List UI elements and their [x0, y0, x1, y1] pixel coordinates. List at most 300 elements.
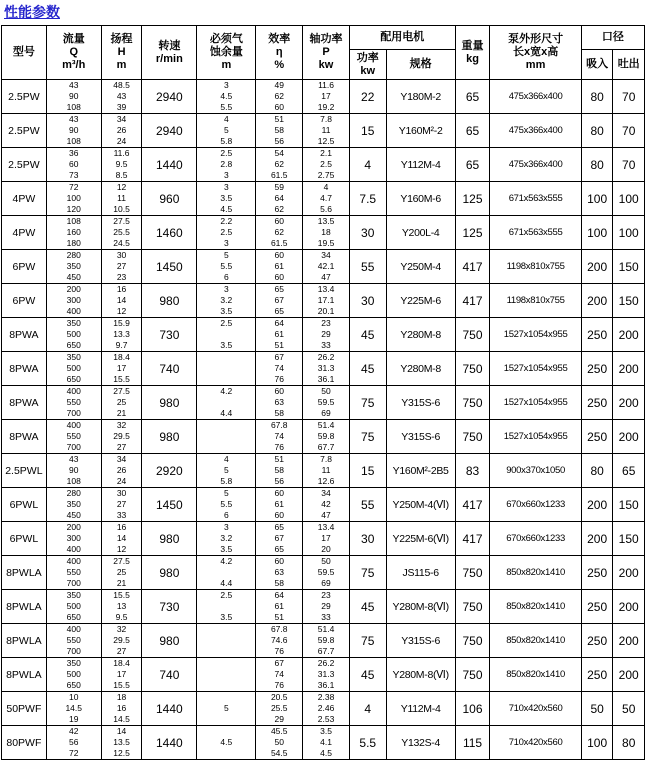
suction-cell: 250 [581, 386, 613, 420]
table-row [2, 590, 645, 624]
dimensions-cell: 1527x1054x955 [490, 318, 582, 352]
value-line: 4.5 [220, 91, 233, 101]
value-line: 3 [223, 80, 229, 90]
shaft-power-cell [303, 318, 350, 352]
value-line: 65 [274, 544, 284, 554]
value-line: 62 [274, 159, 284, 169]
motor-power-cell: 75 [349, 386, 386, 420]
dimensions-cell: 1527x1054x955 [490, 352, 582, 386]
suction-cell: 250 [581, 420, 613, 454]
value-line: 47 [321, 510, 331, 520]
efficiency-cell [256, 420, 303, 454]
efficiency-cell [256, 556, 303, 590]
suction-cell: 200 [581, 522, 613, 556]
value-line: 63 [274, 397, 284, 407]
efficiency-cell [256, 726, 303, 760]
value-line: 59.5 [317, 567, 335, 577]
efficiency-cell [256, 114, 303, 148]
value-line: 11 [321, 465, 331, 475]
model-cell: 6PWL [2, 488, 47, 522]
flow-cell [46, 454, 101, 488]
suction-cell: 100 [581, 726, 613, 760]
speed-cell: 1450 [142, 250, 197, 284]
head-cell [101, 386, 142, 420]
header-line: r/min [155, 52, 183, 65]
suction-cell: 250 [581, 556, 613, 590]
efficiency-cell [256, 454, 303, 488]
table-row [2, 556, 645, 590]
shaft-power-cell [303, 522, 350, 556]
head-cell [101, 80, 142, 114]
value-line: 400 [66, 420, 81, 430]
flow-cell [46, 386, 101, 420]
value-line [197, 329, 255, 340]
flow-cell [46, 590, 101, 624]
value-line: 20.5 [270, 692, 288, 702]
flow-cell [46, 250, 101, 284]
value-line: 14.5 [113, 714, 130, 724]
value-line: 400 [66, 624, 81, 634]
value-line: 65 [274, 522, 284, 532]
value-line: 24 [116, 136, 127, 146]
head-cell [101, 216, 142, 250]
value-line: 400 [66, 544, 81, 554]
value-line: 59.8 [317, 431, 335, 441]
weight-cell: 125 [455, 216, 490, 250]
header-line: kw [360, 64, 376, 77]
weight-cell: 417 [455, 284, 490, 318]
npsh-cell [197, 318, 256, 352]
value-line: 650 [66, 680, 81, 690]
value-line: 10 [69, 692, 79, 702]
table-row [2, 726, 645, 760]
value-line: 58 [274, 125, 284, 135]
shaft-power-cell [303, 352, 350, 386]
suction-cell: 250 [581, 590, 613, 624]
shaft-power-cell [303, 454, 350, 488]
value-line: 6 [223, 272, 229, 282]
value-line: 4.2 [220, 386, 233, 396]
col-header-weight [455, 26, 490, 80]
value-line: 3.5 [220, 193, 233, 203]
value-line: 14 [116, 295, 127, 305]
dimensions-cell: 1527x1054x955 [490, 386, 582, 420]
model-cell: 8PWLA [2, 590, 47, 624]
efficiency-cell [256, 148, 303, 182]
value-line: 61 [274, 601, 284, 611]
value-line: 23 [321, 318, 331, 328]
col-header-head [101, 26, 142, 80]
motor-power-cell: 45 [349, 590, 386, 624]
value-line: 30 [116, 488, 127, 498]
dimensions-cell: 1198x810x755 [490, 250, 582, 284]
value-line: 76 [274, 442, 284, 452]
npsh-cell [197, 182, 256, 216]
value-line: 67.7 [317, 646, 335, 656]
table-row [2, 420, 645, 454]
motor-power-cell: 30 [349, 522, 386, 556]
col-header-discharge: 吐出 [613, 50, 645, 80]
weight-cell: 750 [455, 556, 490, 590]
value-line: 58 [274, 578, 284, 588]
col-group-motor: 配用电机 [349, 26, 455, 50]
value-line: 33 [116, 510, 127, 520]
efficiency-cell [256, 80, 303, 114]
npsh-cell [197, 454, 256, 488]
value-line: 450 [66, 272, 81, 282]
value-line: 350 [66, 318, 81, 328]
value-line: 76 [274, 374, 284, 384]
value-line: 12.5 [317, 136, 335, 146]
motor-power-cell: 55 [349, 488, 386, 522]
value-line: 108 [66, 216, 81, 226]
motor-power-cell: 45 [349, 318, 386, 352]
suction-cell: 200 [581, 284, 613, 318]
flow-cell [46, 522, 101, 556]
model-cell: 6PW [2, 250, 47, 284]
value-line: 18 [116, 692, 127, 702]
value-line: 48.5 [113, 80, 130, 90]
value-line: 61 [274, 261, 284, 271]
flow-cell [46, 114, 101, 148]
flow-cell [46, 148, 101, 182]
discharge-cell: 200 [613, 590, 645, 624]
speed-cell: 980 [142, 284, 197, 318]
value-line: 23 [321, 590, 331, 600]
value-line: 74 [274, 669, 284, 679]
suction-cell: 50 [581, 692, 613, 726]
efficiency-cell [256, 284, 303, 318]
efficiency-cell [256, 658, 303, 692]
head-cell [101, 352, 142, 386]
value-line: 4 [223, 454, 229, 464]
value-line: 350 [66, 261, 81, 271]
weight-cell: 750 [455, 386, 490, 420]
flow-cell [46, 352, 101, 386]
discharge-cell: 70 [613, 114, 645, 148]
value-line: 76 [274, 646, 284, 656]
value-line: 300 [66, 295, 81, 305]
col-header-shaft-power [303, 26, 350, 80]
value-line: 34 [321, 488, 331, 498]
motor-spec-cell: Y160M²-2 [386, 114, 455, 148]
value-line: 12.6 [317, 476, 335, 486]
value-line: 9.5 [115, 159, 128, 169]
value-line: 13.5 [113, 737, 130, 747]
weight-cell: 83 [455, 454, 490, 488]
shaft-power-cell [303, 590, 350, 624]
value-line: 29.5 [113, 635, 130, 645]
value-line: 4.7 [320, 193, 332, 203]
weight-cell: 65 [455, 80, 490, 114]
header-line: kg [466, 52, 479, 65]
value-line: 50 [321, 386, 331, 396]
table-row [2, 284, 645, 318]
npsh-cell [197, 624, 256, 658]
value-line: 51.4 [317, 624, 335, 634]
value-line: 3 [223, 238, 229, 248]
value-line: 60 [274, 102, 284, 112]
efficiency-cell [256, 386, 303, 420]
npsh-cell [197, 556, 256, 590]
value-line: 59.5 [317, 397, 335, 407]
flow-cell [46, 216, 101, 250]
value-line: 43 [69, 454, 79, 464]
flow-cell [46, 80, 101, 114]
motor-spec-cell: Y250M-4(Ⅵ) [386, 488, 455, 522]
weight-cell: 750 [455, 352, 490, 386]
value-line: 500 [66, 669, 81, 679]
value-line: 42 [321, 499, 331, 509]
header-line: 蚀余量 [209, 46, 243, 58]
value-line: 72 [69, 748, 79, 758]
value-line: 50 [274, 737, 284, 747]
col-header-model: 型号 [2, 26, 47, 80]
value-line: 29 [274, 714, 284, 724]
value-line: 69 [321, 408, 331, 418]
discharge-cell: 200 [613, 556, 645, 590]
performance-parameters-table [1, 25, 645, 760]
dimensions-cell: 475x366x400 [490, 114, 582, 148]
value-line: 25 [116, 567, 127, 577]
model-cell: 2.5PW [2, 80, 47, 114]
suction-cell: 100 [581, 182, 613, 216]
discharge-cell: 100 [613, 182, 645, 216]
value-line [197, 363, 255, 374]
value-line [197, 420, 255, 431]
dimensions-cell: 475x366x400 [490, 148, 582, 182]
value-line: 64 [274, 590, 284, 600]
value-line: 4.4 [220, 408, 233, 418]
discharge-cell: 200 [613, 658, 645, 692]
npsh-cell [197, 386, 256, 420]
speed-cell: 980 [142, 624, 197, 658]
value-line: 650 [66, 340, 81, 350]
speed-cell: 730 [142, 590, 197, 624]
table-row [2, 352, 645, 386]
motor-spec-cell: Y200L-4 [386, 216, 455, 250]
dimensions-cell: 710x420x560 [490, 692, 582, 726]
dimensions-cell: 850x820x1410 [490, 590, 582, 624]
value-line: 27 [116, 442, 127, 452]
value-line: 62 [274, 91, 284, 101]
value-line: 26 [116, 125, 127, 135]
model-cell: 8PWLA [2, 658, 47, 692]
value-line: 27 [116, 646, 127, 656]
value-line: 50 [321, 556, 331, 566]
value-line: 27.5 [113, 216, 130, 226]
value-line: 45.5 [270, 726, 288, 736]
value-line: 2.53 [317, 714, 335, 724]
value-line: 32 [116, 420, 127, 430]
value-line: 17 [116, 669, 127, 679]
header-line: 功率 [356, 51, 379, 64]
header-line: % [274, 59, 285, 71]
efficiency-cell [256, 522, 303, 556]
value-line: 43 [116, 91, 127, 101]
discharge-cell: 80 [613, 726, 645, 760]
value-line: 16 [116, 522, 127, 532]
value-line [197, 624, 255, 635]
head-cell [101, 284, 142, 318]
value-line: 2.5 [220, 227, 233, 237]
value-line: 5 [223, 465, 229, 475]
value-line: 5.5 [220, 261, 233, 271]
value-line: 5.5 [220, 499, 233, 509]
npsh-cell [197, 148, 256, 182]
value-line: 3.5 [220, 306, 233, 316]
value-line: 3 [223, 170, 229, 180]
value-line: 14.5 [65, 703, 82, 713]
weight-cell: 750 [455, 624, 490, 658]
value-line: 300 [66, 533, 81, 543]
value-line: 62 [274, 204, 284, 214]
motor-power-cell: 75 [349, 420, 386, 454]
suction-cell: 80 [581, 80, 613, 114]
value-line: 51 [274, 114, 284, 124]
flow-cell [46, 658, 101, 692]
value-line: 4.5 [320, 748, 332, 758]
value-line: 5.8 [220, 476, 233, 486]
shaft-power-cell [303, 692, 350, 726]
value-line: 11.6 [113, 148, 130, 158]
discharge-cell: 200 [613, 386, 645, 420]
value-line [197, 635, 255, 646]
value-line: 65 [274, 284, 284, 294]
value-line: 60 [274, 386, 284, 396]
discharge-cell: 65 [613, 454, 645, 488]
value-line: 100 [66, 193, 81, 203]
npsh-cell [197, 216, 256, 250]
header-line: Q [69, 46, 79, 58]
suction-cell: 250 [581, 624, 613, 658]
value-line: 700 [66, 578, 81, 588]
weight-cell: 417 [455, 522, 490, 556]
value-line: 15.9 [113, 318, 130, 328]
speed-cell: 980 [142, 522, 197, 556]
head-cell [101, 250, 142, 284]
value-line: 25 [116, 397, 127, 407]
suction-cell: 100 [581, 216, 613, 250]
value-line: 108 [66, 136, 81, 146]
npsh-cell [197, 420, 256, 454]
head-cell [101, 114, 142, 148]
value-line: 61.5 [270, 238, 288, 248]
value-line: 350 [66, 590, 81, 600]
table-row [2, 250, 645, 284]
table-row [2, 624, 645, 658]
value-line [197, 431, 255, 442]
shaft-power-cell [303, 148, 350, 182]
value-line: 550 [66, 635, 81, 645]
value-line: 24 [116, 476, 127, 486]
value-line: 21 [116, 578, 127, 588]
suction-cell: 250 [581, 352, 613, 386]
shaft-power-cell [303, 386, 350, 420]
value-line: 500 [66, 329, 81, 339]
value-line [197, 397, 255, 408]
value-line: 51 [274, 340, 284, 350]
value-line: 11.6 [318, 80, 334, 90]
value-line: 2.46 [317, 703, 335, 713]
value-line: 2.38 [317, 692, 335, 702]
value-line: 61 [274, 329, 284, 339]
dimensions-cell: 670x660x1233 [490, 522, 582, 556]
motor-spec-cell: Y160M-6 [386, 182, 455, 216]
npsh-cell [197, 590, 256, 624]
suction-cell: 80 [581, 454, 613, 488]
value-line: 3 [223, 182, 229, 192]
value-line: 5.6 [320, 204, 332, 214]
value-line: 500 [66, 363, 81, 373]
value-line: 2.75 [317, 170, 335, 180]
header-line: 扬程 [110, 33, 133, 45]
value-line: 25.5 [113, 227, 130, 237]
value-line [197, 658, 255, 669]
value-line: 5.8 [220, 136, 233, 146]
value-line [197, 567, 255, 578]
discharge-cell: 150 [613, 522, 645, 556]
motor-power-cell: 5.5 [349, 726, 386, 760]
motor-spec-cell: Y315S-6 [386, 386, 455, 420]
value-line: 67 [274, 352, 284, 362]
header-line: 长x宽x高 [512, 46, 559, 58]
value-line: 13 [116, 601, 127, 611]
speed-cell: 980 [142, 556, 197, 590]
discharge-cell: 70 [613, 80, 645, 114]
col-header-npsh [197, 26, 256, 80]
motor-power-cell: 22 [349, 80, 386, 114]
flow-cell [46, 420, 101, 454]
head-cell [101, 590, 142, 624]
motor-power-cell: 45 [349, 658, 386, 692]
speed-cell: 1460 [142, 216, 197, 250]
value-line: 7.8 [320, 454, 332, 464]
shaft-power-cell [303, 114, 350, 148]
header-line: m [221, 59, 232, 71]
suction-cell: 250 [581, 658, 613, 692]
value-line: 4.2 [220, 556, 233, 566]
motor-power-cell: 4 [349, 148, 386, 182]
value-line: 8.5 [115, 170, 128, 180]
value-line: 36.1 [317, 680, 335, 690]
value-line [197, 352, 255, 363]
value-line: 3.5 [320, 726, 332, 736]
value-line: 200 [66, 522, 81, 532]
value-line: 65 [274, 306, 284, 316]
value-line: 550 [66, 397, 81, 407]
value-line: 33 [321, 612, 331, 622]
value-line: 19 [69, 714, 79, 724]
value-line: 12.5 [113, 748, 130, 758]
value-line [197, 601, 255, 612]
flow-cell [46, 692, 101, 726]
value-line: 15.5 [113, 590, 130, 600]
motor-spec-cell: Y250M-4 [386, 250, 455, 284]
value-line: 18 [321, 227, 331, 237]
value-line: 36.1 [317, 374, 335, 384]
value-line: 14 [116, 726, 127, 736]
npsh-cell [197, 726, 256, 760]
header-line: mm [525, 59, 546, 71]
table-row [2, 80, 645, 114]
value-line: 7.8 [320, 114, 332, 124]
speed-cell: 1440 [142, 148, 197, 182]
col-group-caliber: 口径 [581, 26, 644, 50]
value-line: 74 [274, 431, 284, 441]
value-line: 9.7 [115, 340, 128, 350]
value-line [197, 669, 255, 680]
